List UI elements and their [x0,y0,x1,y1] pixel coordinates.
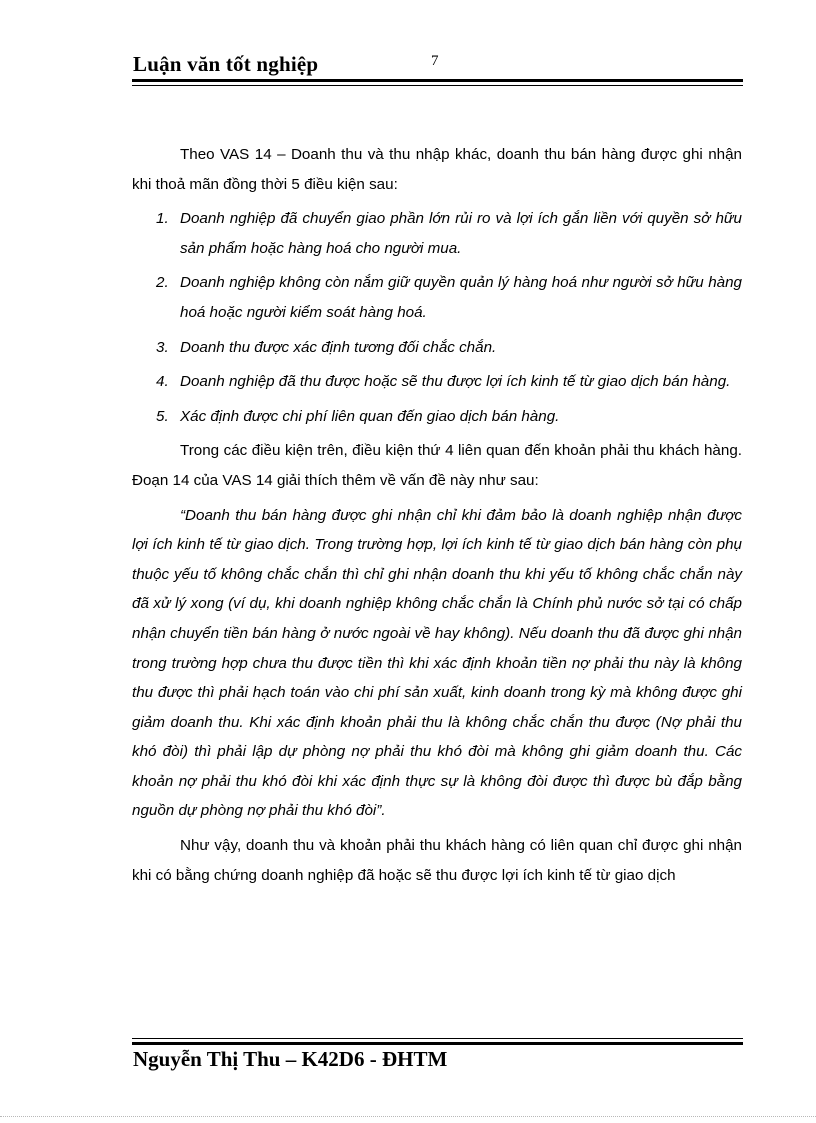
header-title: Luận văn tốt nghiệp [133,52,319,76]
list-item-text: Doanh nghiệp không còn nắm giữ quyền quản lý hàng hoá như người sở hữu hàng hoá hoặc người kiểm soát hàng hoá. [180,274,742,321]
list-item [132,367,742,397]
list-item-text: Doanh nghiệp đã chuyển giao phần lớn rủi ro và lợi ích gắn liền với quyền sở hữu sản phẩm hoặc hàng hoá cho người mua. [180,210,742,257]
body-text [132,140,742,895]
page-edge-divider [0,1116,816,1117]
quote-paragraph: “Doanh thu bán hàng được ghi nhận chỉ khi đảm bảo là doanh nghiệp nhận được lợi ích kinh tế từ giao dịch. Trong trường hợp, lợi ích kinh tế từ giao dịch bán hàng còn phụ thuộc yếu tố không chắc chắn thì chỉ ghi nhận doanh thu khi yếu tố không chắc chắn này đã xử lý xong (ví dụ, khi doanh nghiệp không chắc chắn là Chính phủ nước sở tại có chấp nhận chuyển tiền bán hàng ở nước ngoài về hay không). Nếu doanh thu đã được ghi nhận trong trường hợp chưa thu được tiền thì khi xác định khoản tiền nợ phải thu này là không thu được thì phải hạch toán vào chi phí sản xuất, kinh doanh trong kỳ mà không được ghi giảm doanh thu. Khi xác định khoản phải thu là không chắc chắn thu được (Nợ phải thu khó đòi) thì phải lập dự phòng nợ phải thu khó đòi mà không ghi giảm doanh thu. Các khoản nợ phải thu khó đòi khi xác định thực sự là không đòi được thì được bù đắp bằng nguồn dự phòng nợ phải thu khó đòi”. [132,506,742,820]
intro-paragraph: Theo VAS 14 – Doanh thu và thu nhập khác, doanh thu bán hàng được ghi nhận khi thoả mãn đồng thời 5 điều kiện sau: [132,146,742,193]
list-item [132,268,742,327]
conclusion-paragraph: Như vậy, doanh thu và khoản phải thu khách hàng có liên quan chỉ được ghi nhận khi có bằng chứng doanh nghiệp đã hoặc sẽ thu được lợi ích kinh tế từ giao dịch [132,837,742,884]
header-rule [132,79,743,86]
list-item-number: 3. [156,338,169,356]
list-item-text: Xác định được chi phí liên quan đến giao dịch bán hàng. [180,407,560,425]
list-item-number: 1. [156,210,169,228]
list-item-number: 4. [156,373,169,391]
page-number: 7 [431,53,439,69]
condition-note-paragraph: Trong các điều kiện trên, điều kiện thứ 4 liên quan đến khoản phải thu khách hàng. Đoạn 14 của VAS 14 giải thích thêm về vấn đề này như sau: [132,442,742,489]
list-item-number: 2. [156,274,169,292]
list-item-text: Doanh thu được xác định tương đối chắc chắn. [180,338,497,356]
list-item [132,204,742,263]
footer-rule [132,1038,743,1045]
list-item [132,402,742,432]
list-item-text: Doanh nghiệp đã thu được hoặc sẽ thu được lợi ích kinh tế từ giao dịch bán hàng. [180,373,731,391]
conditions-list [132,204,742,431]
list-item [132,333,742,363]
list-item-number: 5. [156,407,169,425]
footer-author: Nguyễn Thị Thu – K42D6 - ĐHTM [133,1047,448,1071]
